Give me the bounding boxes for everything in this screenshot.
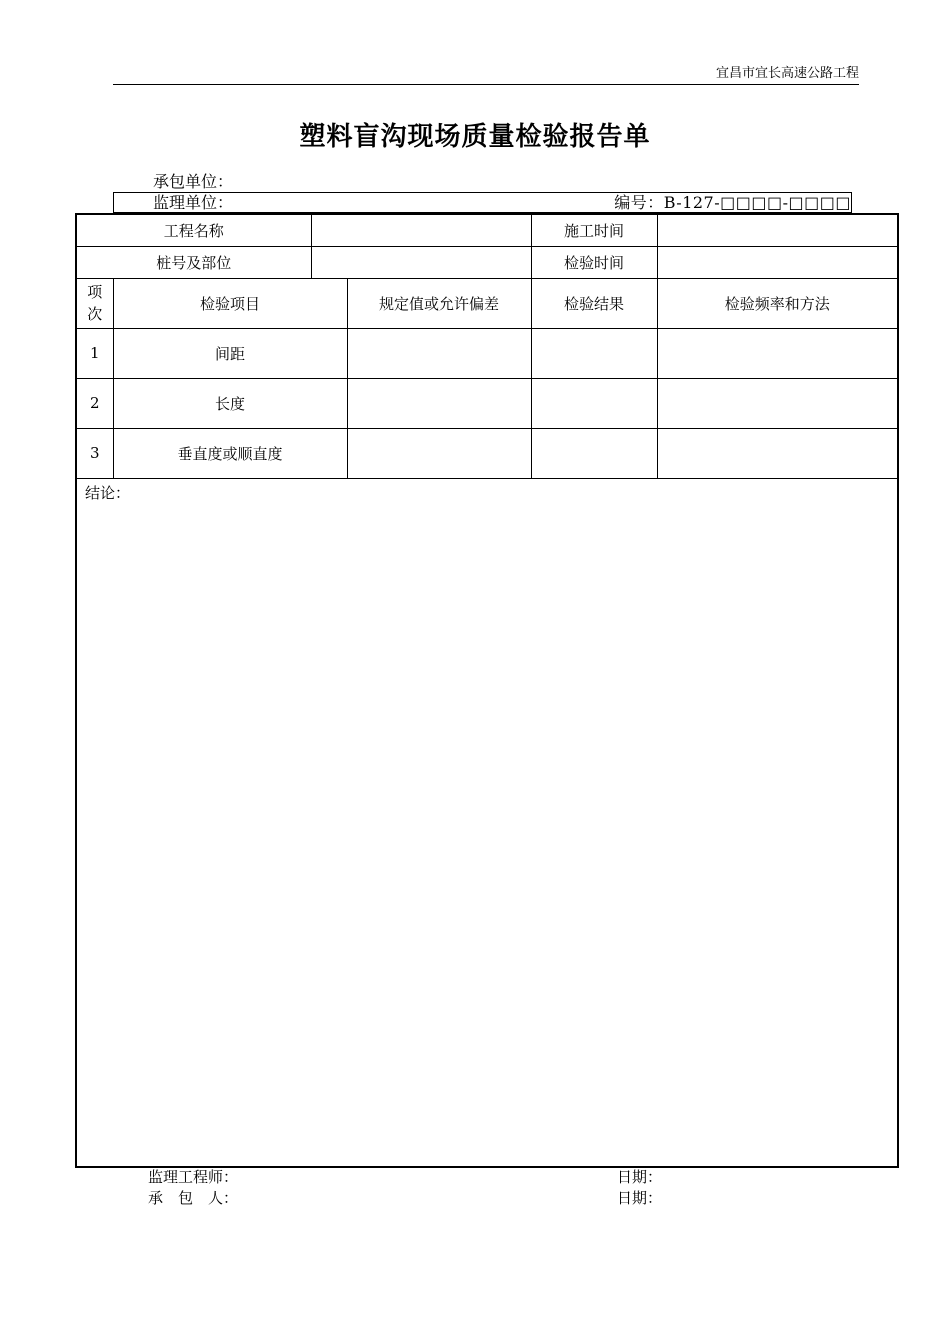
supervisor-row (113, 192, 852, 213)
conclusion-row (76, 478, 898, 1167)
row-seq: 1 (76, 328, 113, 378)
row-method[interactable] (657, 328, 898, 378)
table-row (76, 428, 898, 478)
row-method[interactable] (657, 428, 898, 478)
station-value[interactable] (311, 246, 531, 278)
project-header: 宜昌市宜长高速公路工程 (715, 66, 859, 81)
table-row (76, 378, 898, 428)
row-seq: 3 (76, 428, 113, 478)
contractor-label: 承包单位： (153, 172, 234, 191)
column-header-row (76, 278, 898, 328)
header-rule (113, 84, 859, 85)
row-spec[interactable] (347, 428, 531, 478)
result-header: 检验结果 (531, 278, 657, 328)
station-info-row (76, 246, 898, 278)
construction-time-label: 施工时间 (531, 214, 657, 246)
seq-header (76, 278, 113, 328)
project-info-row (76, 214, 898, 246)
contractor-person-label: 承 包 人： (148, 1189, 239, 1207)
row-spec[interactable] (347, 378, 531, 428)
row-item: 长度 (113, 378, 347, 428)
serial-number: 编号：B-127-□□□□-□□□□ (614, 193, 851, 212)
row-item: 间距 (113, 328, 347, 378)
row-method[interactable] (657, 378, 898, 428)
seq-header-text: 项次 (87, 283, 103, 323)
method-header: 检验频率和方法 (657, 278, 898, 328)
contractor-date-label: 日期： (617, 1189, 663, 1207)
engineer-label: 监理工程师： (148, 1168, 239, 1186)
item-header: 检验项目 (113, 278, 347, 328)
inspection-form (75, 213, 899, 1168)
construction-time-value[interactable] (657, 214, 898, 246)
engineer-date-label: 日期： (617, 1168, 663, 1186)
station-label: 桩号及部位 (76, 246, 311, 278)
inspection-time-label: 检验时间 (531, 246, 657, 278)
row-item: 垂直度或顺直度 (113, 428, 347, 478)
row-result[interactable] (531, 428, 657, 478)
project-name-label: 工程名称 (76, 214, 311, 246)
row-result[interactable] (531, 378, 657, 428)
supervisor-label: 监理单位： (153, 193, 234, 212)
conclusion-label: 结论： (85, 483, 131, 502)
conclusion-cell[interactable] (76, 478, 898, 1167)
row-spec[interactable] (347, 328, 531, 378)
table-row (76, 328, 898, 378)
document-title: 塑料盲沟现场质量检验报告单 (299, 122, 651, 152)
project-name-value[interactable] (311, 214, 531, 246)
row-seq: 2 (76, 378, 113, 428)
inspection-time-value[interactable] (657, 246, 898, 278)
spec-header: 规定值或允许偏差 (347, 278, 531, 328)
row-result[interactable] (531, 328, 657, 378)
